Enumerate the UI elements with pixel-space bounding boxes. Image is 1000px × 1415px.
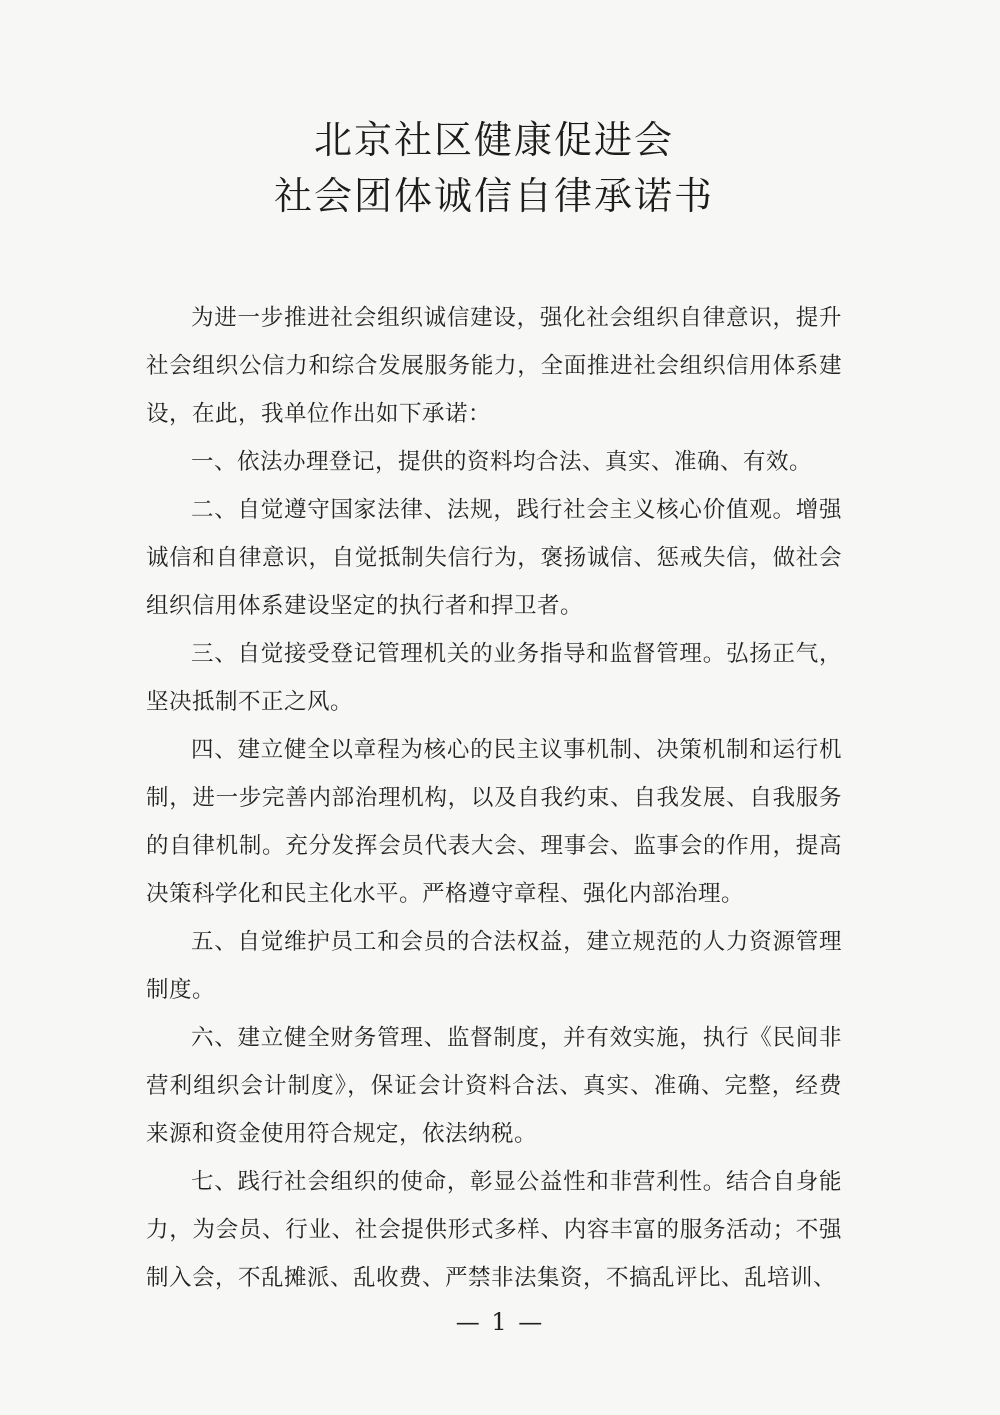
document-title (146, 112, 842, 224)
paragraph-3: 三、自觉接受登记管理机关的业务指导和监督管理。弘扬正气，坚决抵制不正之风。 (146, 641, 842, 715)
paragraph-intro: 为进一步推进社会组织诚信建设，强化社会组织自律意识，提升社会组织公信力和综合发展服务能力，全面推进社会组织信用体系建设，在此，我单位作出如下承诺： (146, 305, 842, 427)
title-line-1: 北京社区健康促进会 (313, 118, 674, 162)
page-number: — 1 — (455, 1308, 545, 1336)
paragraph-4: 四、建立健全以章程为核心的民主议事机制、决策机制和运行机制，进一步完善内部治理机构，以及自我约束、自我发展、自我服务的自律机制。充分发挥会员代表大会、理事会、监事会的作用，提高决策科学化和民主化水平。严格遵守章程、强化内部治理。 (146, 737, 842, 907)
document-body (146, 294, 842, 1302)
title-line-2: 社会团体诚信自律承诺书 (273, 174, 714, 218)
paragraph-1: 一、依法办理登记，提供的资料均合法、真实、准确、有效。 (191, 449, 813, 475)
paragraph-7: 七、践行社会组织的使命，彰显公益性和非营利性。结合自身能力，为会员、行业、社会提供形式多样、内容丰富的服务活动；不强制入会，不乱摊派、乱收费、严禁非法集资，不搞乱评比、乱培训、 (146, 1169, 842, 1291)
paragraph-6: 六、建立健全财务管理、监督制度，并有效实施，执行《民间非营利组织会计制度》，保证会计资料合法、真实、准确、完整，经费来源和资金使用符合规定，依法纳税。 (146, 1025, 842, 1147)
paragraph-2: 二、自觉遵守国家法律、法规，践行社会主义核心价值观。增强诚信和自律意识，自觉抵制失信行为，褒扬诚信、惩戒失信，做社会组织信用体系建设坚定的执行者和捍卫者。 (146, 497, 842, 619)
paragraph-5: 五、自觉维护员工和会员的合法权益，建立规范的人力资源管理制度。 (146, 929, 842, 1003)
